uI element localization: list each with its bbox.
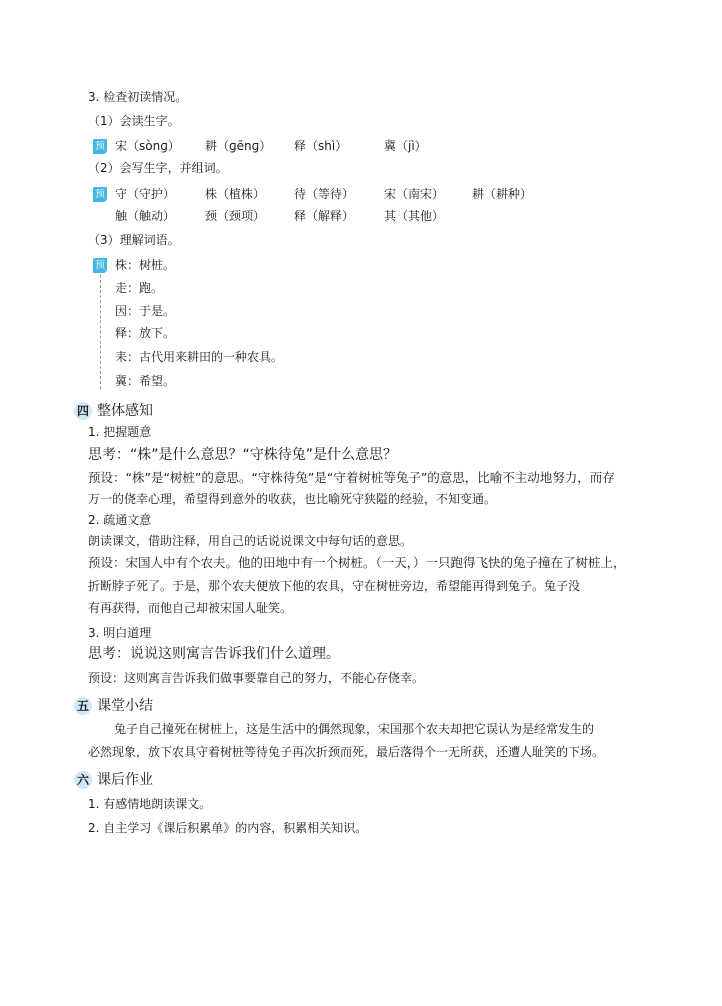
sub-heading: 3. 明白道理	[88, 626, 152, 640]
definition-item: 冀：希望。	[115, 374, 176, 388]
sub-heading: 2. 疏通文意	[88, 513, 152, 527]
preset-line: 折断脖子死了。于是，那个农夫便放下他的农具，守在树桩旁边，希望能再得到兔子。兔子没	[88, 579, 581, 593]
word-item: 触（触动）	[115, 209, 176, 223]
preset-line: 有再获得，而他自己却被宋国人耻笑。	[88, 601, 293, 615]
sub-label-3: （3）理解词语。	[88, 233, 180, 247]
body-line: 朗读课文，借助注释，用自己的话说说课文中每句话的意思。	[88, 534, 413, 548]
think-line: 思考：说说这则寓言告诉我们什么道理。	[88, 646, 340, 662]
sub-heading: 1. 把握题意	[88, 425, 152, 439]
definition-item: 走：跑。	[115, 281, 164, 295]
word-item: 颈（颈项）	[205, 209, 266, 223]
sub-label-1: （1）会读生字。	[88, 114, 180, 128]
pinyin-item: 耕（ɡēnɡ）	[205, 139, 272, 153]
word-item: 株（植株）	[205, 187, 266, 201]
definition-item: 耒：古代用来耕田的一种农具。	[115, 350, 284, 364]
homework-item: 1. 有感情地朗读课文。	[88, 797, 212, 811]
section-number-badge: 六	[74, 771, 92, 789]
section-title: 整体感知	[97, 403, 153, 419]
definition-item: 株：树桩。	[115, 258, 176, 272]
summary-line: 兔子自己撞死在树桩上，这是生活中的偶然现象，宋国那个农夫却把它误认为是经常发生的	[114, 722, 595, 736]
homework-item: 2. 自主学习《课后积累单》的内容，积累相关知识。	[88, 821, 368, 835]
preset-icon: 预	[95, 141, 105, 152]
pinyin-item: 宋（sònɡ）	[115, 139, 180, 153]
preset-line: 预设：这则寓言告诉我们做事要靠自己的努力，不能心存侥幸。	[88, 671, 425, 685]
preset-line: 预设：“株”是“树桩”的意思。“守株待兔”是“守着树桩等兔子”的意思，比喻不主动地努力，而存	[88, 470, 615, 485]
definition-item: 释：放下。	[115, 326, 176, 340]
word-item: 守（守护）	[115, 187, 176, 201]
dashed-divider	[100, 275, 101, 389]
pinyin-item: 释（shì）	[294, 139, 348, 153]
word-item: 耕（耕种）	[472, 187, 533, 201]
section-title: 课后作业	[97, 772, 153, 788]
think-line: 思考：“株”是什么意思？“守株待兔”是什么意思？	[88, 447, 398, 463]
section-number-badge: 四	[74, 402, 92, 420]
preset-icon: 预	[95, 260, 105, 271]
preset-line: 万一的侥幸心理，希望得到意外的收获，也比喻死守狭隘的经验，不知变通。	[88, 492, 497, 506]
section-number-badge: 五	[74, 697, 92, 715]
preset-icon: 预	[95, 189, 105, 200]
word-item: 释（解释）	[294, 209, 355, 223]
definition-item: 因：于是。	[115, 304, 176, 318]
pinyin-item: 冀（jì）	[384, 139, 427, 153]
section-heading: 3. 检查初读情况。	[88, 90, 188, 104]
section-title: 课堂小结	[97, 698, 153, 714]
word-item: 宋（南宋）	[384, 187, 445, 201]
sub-label-2: （2）会写生字，并组词。	[88, 161, 228, 175]
word-item: 待（等待）	[294, 187, 355, 201]
word-item: 其（其他）	[384, 209, 445, 223]
summary-line: 必然现象，放下农具守着树桩等待兔子再次折颈而死，最后落得个一无所获，还遭人耻笑的下场。	[88, 745, 605, 759]
preset-line: 预设：宋国人中有个农夫。他的田地中有一个树桩。（一天，）一只跑得飞快的兔子撞在了树桩上，	[88, 555, 626, 570]
